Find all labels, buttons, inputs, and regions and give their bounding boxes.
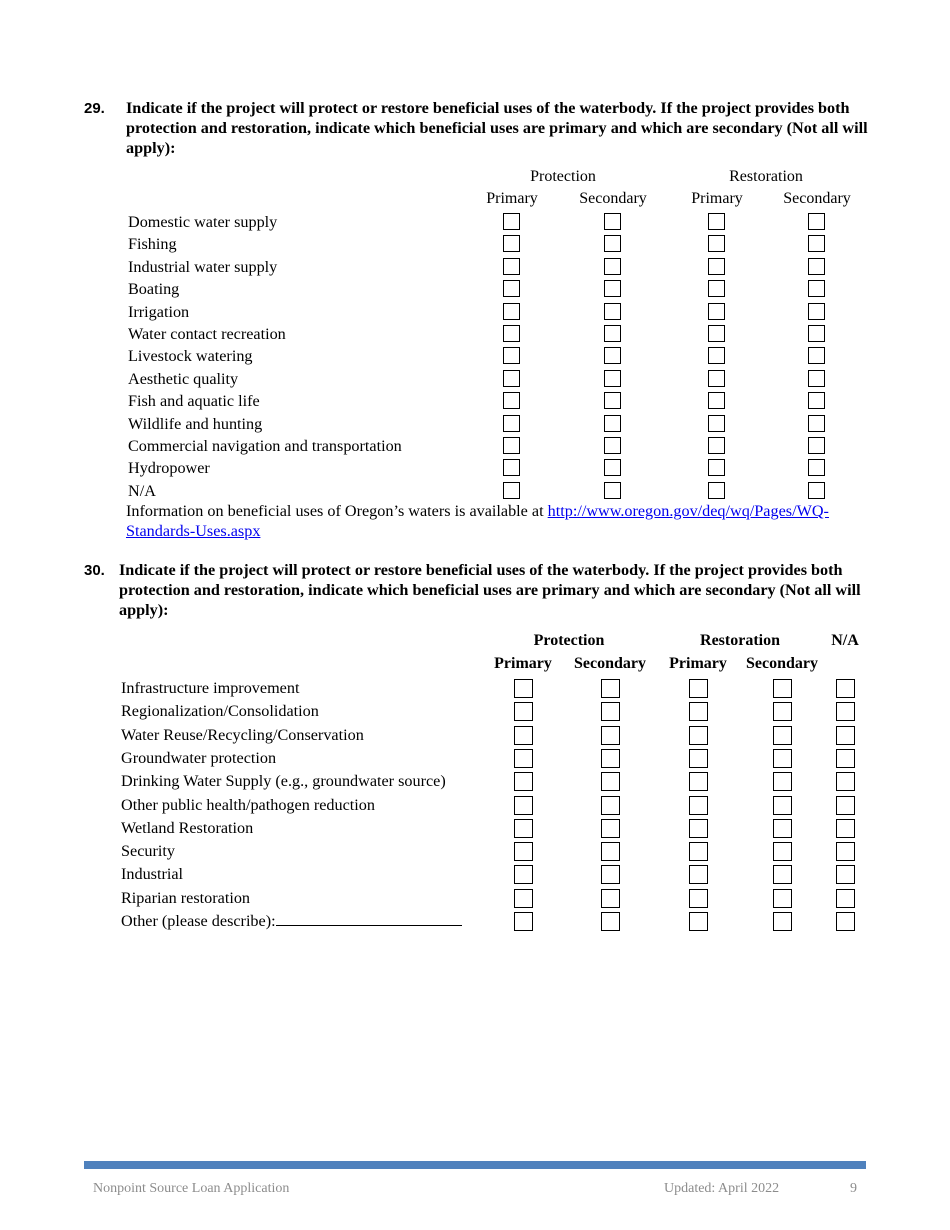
q29-checkbox-protection-primary[interactable]	[503, 459, 520, 476]
q29-checkbox-protection-secondary[interactable]	[604, 325, 621, 342]
q29-group-header-1: Restoration	[729, 168, 803, 185]
q29-row-label: Fishing	[128, 235, 177, 254]
q29-row-label: Commercial navigation and transportation	[128, 437, 402, 455]
q30-checkbox-restoration-secondary[interactable]	[773, 702, 792, 721]
q30-row-label-text: Infrastructure improvement	[121, 679, 300, 697]
q30-checkbox-restoration-secondary[interactable]	[773, 796, 792, 815]
q29-checkbox-protection-secondary[interactable]	[604, 370, 621, 387]
q29-checkbox-restoration-secondary[interactable]	[808, 235, 825, 252]
q29-question-text: Indicate if the project will protect or restore beneficial uses of the waterbody. If the project provides both protection and restoration, indicate which beneficial uses are primary and which are secondary (Not all will apply):	[126, 99, 868, 157]
q29-info-text: Information on beneficial uses of Oregon’s waters is available at	[126, 502, 548, 520]
q29-checkbox-restoration-primary[interactable]	[708, 415, 725, 432]
q30-row-label	[121, 748, 276, 768]
q29-checkbox-restoration-primary[interactable]	[708, 235, 725, 252]
q30-checkbox-restoration-primary[interactable]	[689, 726, 708, 745]
q30-checkbox-na[interactable]	[836, 912, 855, 931]
q30-row-label	[121, 888, 250, 908]
q29-checkbox-restoration-secondary[interactable]	[808, 370, 825, 387]
q29-checkbox-protection-secondary[interactable]	[604, 303, 621, 320]
q30-checkbox-restoration-primary[interactable]	[689, 889, 708, 908]
q30-row-label-text: Riparian restoration	[121, 888, 251, 907]
q29-row-label: Industrial water supply	[128, 257, 278, 276]
q30-col-header-restoration-primary: Primary	[669, 655, 727, 672]
q30-checkbox-restoration-primary[interactable]	[689, 819, 708, 838]
q29-row-label: Fish and aquatic life	[128, 392, 260, 411]
q29-row-label: Hydropower	[128, 459, 210, 478]
q29-checkbox-protection-primary[interactable]	[503, 213, 520, 230]
q30-checkbox-na[interactable]	[836, 796, 855, 815]
q29-row-label: Irrigation	[128, 302, 190, 321]
q30-row-label-text: Other public health/pathogen reduction	[121, 795, 375, 814]
q30-checkbox-protection-primary[interactable]	[514, 749, 533, 768]
q29-checkbox-restoration-primary[interactable]	[708, 280, 725, 297]
q29-checkbox-restoration-secondary[interactable]	[808, 213, 825, 230]
q30-checkbox-na[interactable]	[836, 702, 855, 721]
q30-row-label-text: Groundwater protection	[121, 748, 277, 767]
q29-checkbox-protection-primary[interactable]	[503, 482, 520, 499]
page-number: 9	[850, 1181, 857, 1196]
q29-checkbox-protection-secondary[interactable]	[604, 280, 621, 297]
q30-group-header-1: Restoration	[700, 632, 780, 649]
q29-checkbox-restoration-primary[interactable]	[708, 459, 725, 476]
q30-row-label-text: Other (please describe):	[121, 912, 276, 930]
q29-checkbox-protection-secondary[interactable]	[604, 235, 621, 252]
q29-checkbox-restoration-primary[interactable]	[708, 303, 725, 320]
q30-row-label	[121, 678, 299, 698]
q30-col-header-restoration-secondary: Secondary	[746, 655, 818, 672]
q30-checkbox-protection-secondary[interactable]	[601, 912, 620, 931]
q29-checkbox-restoration-secondary[interactable]	[808, 482, 825, 499]
q29-checkbox-protection-primary[interactable]	[503, 370, 520, 387]
q30-checkbox-protection-secondary[interactable]	[601, 796, 620, 815]
q29-checkbox-restoration-primary[interactable]	[708, 370, 725, 387]
q30-row-label	[121, 841, 175, 861]
q29-info-link[interactable]: http://www.oregon.gov/deq/wq/Pages/WQ-	[547, 502, 829, 520]
footer-rule	[84, 1161, 866, 1169]
q30-checkbox-protection-primary[interactable]	[514, 726, 533, 745]
q30-group-header-2: N/A	[831, 632, 859, 649]
q29-checkbox-restoration-primary[interactable]	[708, 392, 725, 409]
q29-row-label: Livestock watering	[128, 347, 253, 366]
q29-checkbox-protection-secondary[interactable]	[604, 213, 621, 230]
q29-info-note	[126, 501, 886, 541]
q30-checkbox-protection-secondary[interactable]	[601, 749, 620, 768]
q30-row-label-text: Drinking Water Supply (e.g., groundwater source)	[121, 772, 446, 791]
q29-checkbox-restoration-primary[interactable]	[708, 213, 725, 230]
q30-group-header-0: Protection	[533, 632, 605, 649]
q30-checkbox-na[interactable]	[836, 865, 855, 884]
q30-checkbox-na[interactable]	[836, 889, 855, 908]
q29-checkbox-protection-primary[interactable]	[503, 280, 520, 297]
q29-checkbox-protection-secondary[interactable]	[604, 437, 621, 454]
q30-checkbox-restoration-primary[interactable]	[689, 912, 708, 931]
q30-checkbox-protection-primary[interactable]	[514, 889, 533, 908]
q30-checkbox-protection-primary[interactable]	[514, 772, 533, 791]
q29-checkbox-restoration-primary[interactable]	[708, 325, 725, 342]
q29-checkbox-restoration-secondary[interactable]	[808, 437, 825, 454]
q29-checkbox-protection-primary[interactable]	[503, 437, 520, 454]
q30-row-label-text: Industrial	[121, 865, 184, 884]
q30-checkbox-protection-primary[interactable]	[514, 702, 533, 721]
q29-col-header-protection-secondary: Secondary	[579, 190, 647, 207]
q30-checkbox-restoration-secondary[interactable]	[773, 819, 792, 838]
q29-checkbox-restoration-secondary[interactable]	[808, 347, 825, 364]
q30-checkbox-protection-primary[interactable]	[514, 796, 533, 815]
q30-question-text: Indicate if the project will protect or restore beneficial uses of the waterbody. If the project provides both protection and restoration, indicate which beneficial uses are primary and which are secondary (Not all will apply):	[119, 561, 861, 619]
q29-checkbox-restoration-primary[interactable]	[708, 258, 725, 275]
q30-row-label	[121, 701, 319, 721]
q29-col-header-restoration-primary: Primary	[691, 190, 743, 207]
q29-checkbox-protection-secondary[interactable]	[604, 258, 621, 275]
q30-checkbox-protection-secondary[interactable]	[601, 772, 620, 791]
q29-info-link-cont[interactable]: Standards-Uses.aspx	[126, 522, 261, 540]
q29-row-label: Wildlife and hunting	[128, 414, 263, 433]
q30-checkbox-restoration-secondary[interactable]	[773, 889, 792, 908]
q30-checkbox-restoration-primary[interactable]	[689, 702, 708, 721]
other-describe-blank[interactable]	[276, 911, 462, 926]
q30-checkbox-restoration-primary[interactable]	[689, 842, 708, 861]
q29-checkbox-protection-primary[interactable]	[503, 258, 520, 275]
q30-checkbox-protection-secondary[interactable]	[601, 842, 620, 861]
q30-checkbox-restoration-secondary[interactable]	[773, 726, 792, 745]
footer-updated: Updated: April 2022	[664, 1181, 780, 1196]
q29-group-header-0: Protection	[530, 168, 596, 185]
q30-row-label-text: Regionalization/Consolidation	[121, 702, 319, 721]
q29-checkbox-restoration-secondary[interactable]	[808, 280, 825, 297]
q29-row-label: Aesthetic quality	[128, 369, 239, 388]
q29-number: 29.	[84, 100, 105, 117]
q29-checkbox-protection-secondary[interactable]	[604, 347, 621, 364]
q29-checkbox-restoration-secondary[interactable]	[808, 415, 825, 432]
q30-checkbox-protection-secondary[interactable]	[601, 819, 620, 838]
q30-checkbox-na[interactable]	[836, 842, 855, 861]
q29-checkbox-restoration-secondary[interactable]	[808, 392, 825, 409]
q29-row-label: Domestic water supply	[128, 213, 278, 231]
q30-checkbox-protection-primary[interactable]	[514, 842, 533, 861]
q30-row-label-text: Security	[121, 842, 175, 861]
q29-row-label: Water contact recreation	[128, 325, 286, 343]
q30-checkbox-protection-primary[interactable]	[514, 912, 533, 931]
q30-checkbox-na[interactable]	[836, 679, 855, 698]
q30-col-header-protection-secondary: Secondary	[574, 655, 646, 672]
q30-checkbox-na[interactable]	[836, 819, 855, 838]
q30-row-label	[121, 864, 183, 884]
q30-checkbox-restoration-secondary[interactable]	[773, 912, 792, 931]
q30-checkbox-restoration-secondary[interactable]	[773, 749, 792, 768]
q29-checkbox-restoration-secondary[interactable]	[808, 459, 825, 476]
q29-row-label: Boating	[128, 280, 180, 299]
q29-checkbox-restoration-primary[interactable]	[708, 482, 725, 499]
q30-number: 30.	[84, 562, 105, 579]
q29-checkbox-restoration-secondary[interactable]	[808, 303, 825, 320]
q30-row-label	[121, 725, 364, 745]
q30-checkbox-restoration-secondary[interactable]	[773, 679, 792, 698]
q30-checkbox-protection-primary[interactable]	[514, 819, 533, 838]
q29-col-header-protection-primary: Primary	[486, 190, 538, 207]
q30-checkbox-na[interactable]	[836, 772, 855, 791]
q30-checkbox-na[interactable]	[836, 749, 855, 768]
q30-checkbox-protection-primary[interactable]	[514, 865, 533, 884]
q30-checkbox-protection-secondary[interactable]	[601, 702, 620, 721]
q30-checkbox-restoration-secondary[interactable]	[773, 772, 792, 791]
footer-title: Nonpoint Source Loan Application	[93, 1181, 290, 1196]
q30-row-label	[121, 818, 253, 838]
q29-checkbox-protection-primary[interactable]	[503, 303, 520, 320]
q29-checkbox-restoration-primary[interactable]	[708, 437, 725, 454]
q30-checkbox-na[interactable]	[836, 726, 855, 745]
q29-checkbox-protection-secondary[interactable]	[604, 415, 621, 432]
q29-checkbox-protection-primary[interactable]	[503, 347, 520, 364]
q29-checkbox-protection-secondary[interactable]	[604, 482, 621, 499]
q30-row-label-text: Water Reuse/Recycling/Conservation	[121, 725, 364, 744]
q30-checkbox-protection-secondary[interactable]	[601, 726, 620, 745]
q30-checkbox-restoration-primary[interactable]	[689, 772, 708, 791]
q29-checkbox-protection-primary[interactable]	[503, 415, 520, 432]
q30-checkbox-protection-secondary[interactable]	[601, 865, 620, 884]
q29-checkbox-protection-secondary[interactable]	[604, 392, 621, 409]
q30-checkbox-restoration-primary[interactable]	[689, 679, 708, 698]
q30-checkbox-protection-secondary[interactable]	[601, 889, 620, 908]
q30-checkbox-restoration-secondary[interactable]	[773, 865, 792, 884]
q30-checkbox-restoration-primary[interactable]	[689, 749, 708, 768]
q30-checkbox-restoration-secondary[interactable]	[773, 842, 792, 861]
q29-checkbox-restoration-secondary[interactable]	[808, 325, 825, 342]
q30-row-label-text: Wetland Restoration	[121, 818, 254, 837]
q29-checkbox-protection-secondary[interactable]	[604, 459, 621, 476]
q30-row-label	[121, 771, 446, 791]
q29-checkbox-restoration-primary[interactable]	[708, 347, 725, 364]
q29-row-label: N/A	[128, 481, 156, 500]
q29-checkbox-protection-primary[interactable]	[503, 325, 520, 342]
q30-row-label	[121, 911, 462, 931]
q29-checkbox-restoration-secondary[interactable]	[808, 258, 825, 275]
q29-checkbox-protection-primary[interactable]	[503, 235, 520, 252]
q30-checkbox-protection-secondary[interactable]	[601, 679, 620, 698]
q30-checkbox-protection-primary[interactable]	[514, 679, 533, 698]
q30-checkbox-restoration-primary[interactable]	[689, 796, 708, 815]
q30-row-label	[121, 795, 375, 815]
q30-col-header-protection-primary: Primary	[494, 655, 552, 672]
q29-col-header-restoration-secondary: Secondary	[783, 190, 851, 207]
q30-checkbox-restoration-primary[interactable]	[689, 865, 708, 884]
q29-checkbox-protection-primary[interactable]	[503, 392, 520, 409]
